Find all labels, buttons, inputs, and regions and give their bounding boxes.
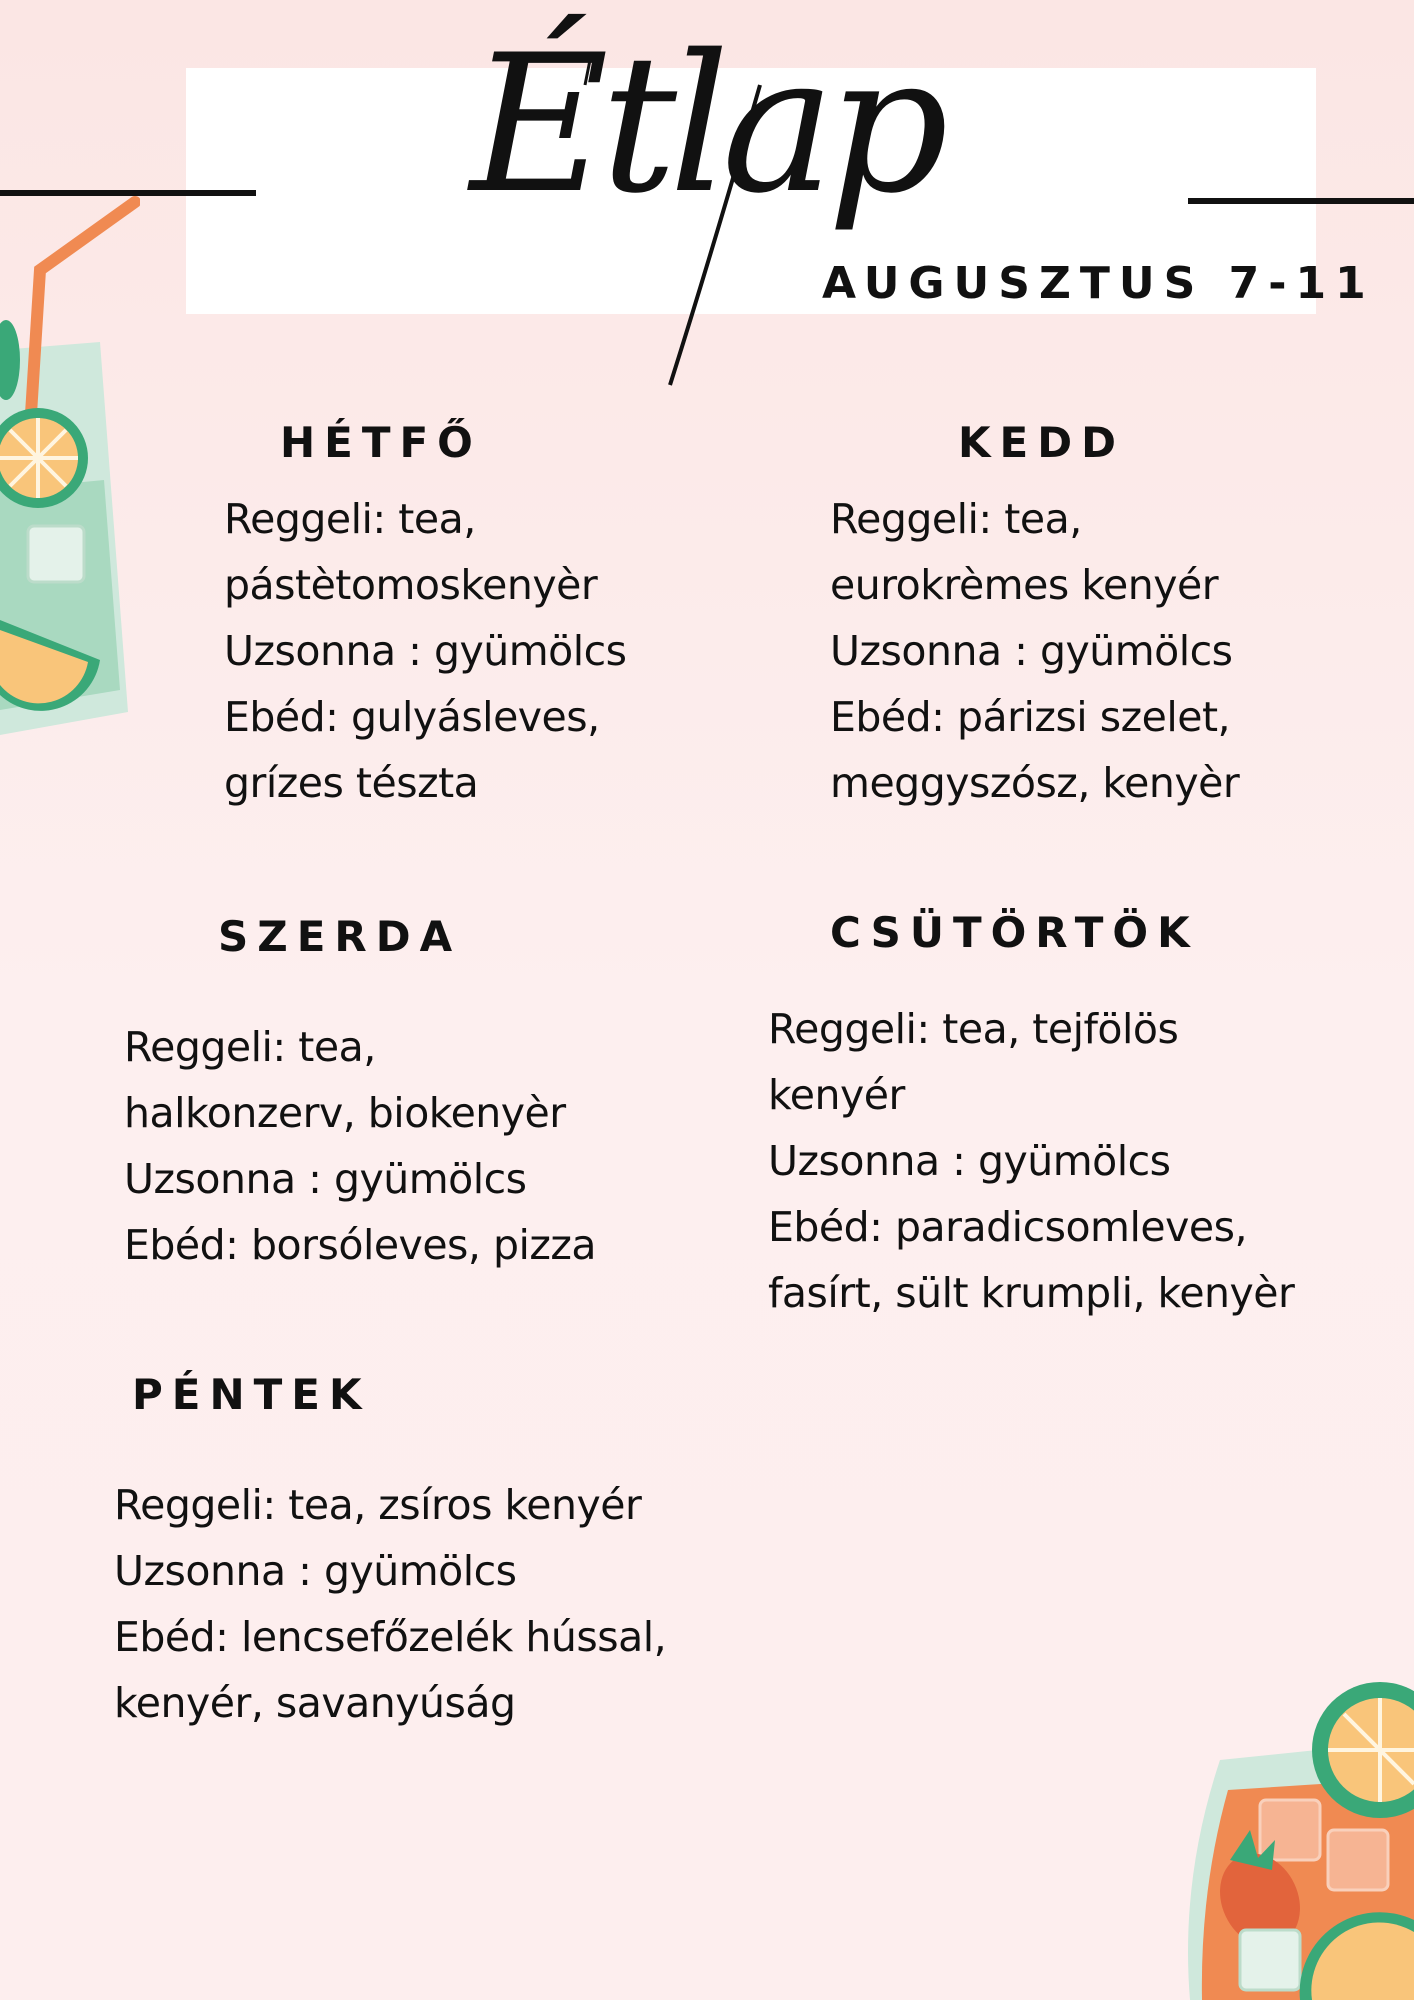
menu-line: halkonzerv, biokenyèr [124, 1089, 566, 1137]
menu-wednesday [124, 1014, 596, 1278]
lemonade-glass-icon [0, 190, 140, 750]
fruit-drink-icon [1180, 1680, 1414, 2000]
menu-line: eurokrèmes kenyér [830, 561, 1219, 609]
menu-line: Uzsonna : gyümölcs [124, 1155, 527, 1203]
menu-line: Uzsonna : gyümölcs [830, 627, 1233, 675]
menu-line: Ebéd: lencsefőzelék hússal, [114, 1613, 667, 1661]
menu-line: Ebéd: paradicsomleves, [768, 1203, 1247, 1251]
menu-line: Uzsonna : gyümölcs [768, 1137, 1171, 1185]
menu-line: Ebéd: gulyásleves, [224, 693, 600, 741]
day-heading-wednesday: SZERDA [218, 912, 462, 961]
menu-monday [224, 486, 627, 816]
menu-line: Reggeli: tea, [830, 495, 1082, 543]
day-heading-monday: HÉTFŐ [280, 418, 482, 467]
menu-line: Uzsonna : gyümölcs [224, 627, 627, 675]
menu-friday [114, 1472, 666, 1736]
day-heading-friday: PÉNTEK [132, 1370, 371, 1419]
day-heading-thursday: CSÜTÖRTÖK [830, 908, 1199, 957]
menu-line: Ebéd: borsóleves, pizza [124, 1221, 597, 1269]
menu-line: kenyér, savanyúság [114, 1679, 516, 1727]
day-heading-tuesday: KEDD [958, 418, 1125, 467]
menu-line: fasírt, sült krumpli, kenyèr [768, 1269, 1295, 1317]
date-range: AUGUSZTUS 7-11 [822, 258, 1375, 309]
menu-line: pástètomoskenyèr [224, 561, 598, 609]
right-divider-line [1188, 198, 1414, 204]
menu-line: meggyszósz, kenyèr [830, 759, 1240, 807]
page-title: Étlap [470, 14, 941, 235]
menu-line: Reggeli: tea, tejfölös [768, 1005, 1179, 1053]
menu-line: Reggeli: tea, [224, 495, 476, 543]
menu-tuesday [830, 486, 1239, 816]
menu-line: kenyér [768, 1071, 905, 1119]
menu-line: grízes tészta [224, 759, 479, 807]
menu-line: Reggeli: tea, zsíros kenyér [114, 1481, 642, 1529]
menu-line: Reggeli: tea, [124, 1023, 376, 1071]
menu-line: Ebéd: párizsi szelet, [830, 693, 1231, 741]
menu-thursday [768, 996, 1294, 1326]
menu-line: Uzsonna : gyümölcs [114, 1547, 517, 1595]
